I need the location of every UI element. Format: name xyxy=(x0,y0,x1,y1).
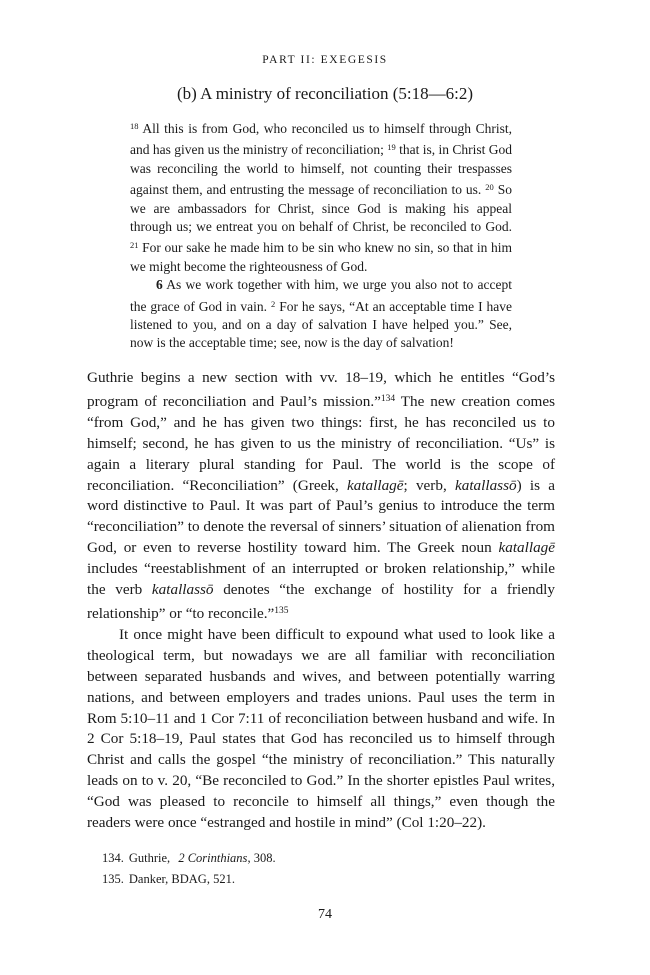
greek-term: katallagē xyxy=(498,539,555,557)
scripture-quote xyxy=(130,117,512,353)
greek-term: katallassō xyxy=(454,476,517,494)
body-paragraph-1 xyxy=(87,368,555,625)
text-run: includes “reestablishment of an interrupted or broken relationship,” while the verb xyxy=(87,560,555,599)
footnote-ref-135[interactable]: 135 xyxy=(274,605,289,616)
footnote-135 xyxy=(102,869,552,890)
scripture-paragraph-ch5 xyxy=(130,117,512,276)
text-run: The new creation comes “from God,” and he has given two things: first, he has reconciled us to himself; second, he has given to us the ministry of reconciliation. “Us” is again a literary plural standing for Paul. The world is the scope of reconciliation. “Reconciliation” (Greek, xyxy=(87,392,555,494)
footnote-text: Danker, BDAG, 521. xyxy=(128,872,235,886)
footnote-number: 135. xyxy=(102,872,124,886)
body-paragraph-2: It once might have been difficult to expound what used to look like a theological term, but nowadays we are all familiar with reconciliation between separated husbands and wives, and between potentially warring nations, and between employers and trades unions. Paul uses the term in Rom 5:10–11 and 1 Cor 7:11 of reconciliation between husband and wife. In 2 Cor 5:18–19, Paul states that God has reconciled us to himself through Christ and calls the gospel “the ministry of reconciliation.” This naturally leads on to v. 20, “Be reconciled to God.” In the shorter epistles Paul writes, “God was pleased to reconcile to himself all things,” even though the readers were once “estranged and hostile in mind” (Col 1:20–22). xyxy=(87,625,555,832)
text-run: Guthrie begins a new section with vv. 18–19, which he entitles “God’s program of reconciliation and Paul’s mission.” xyxy=(87,369,555,410)
text-run: ; verb, xyxy=(403,476,455,494)
verse-text: For he says, “At an acceptable time I have listened to you, and on a day of salvation I have helped you.” See, now is the acceptable time; see, now is the day of salvation! xyxy=(130,298,513,351)
verse-text: So we are ambassadors for Christ, since God is making his appeal through us; we entreat you on behalf of Christ, be reconciled to God. xyxy=(130,182,513,235)
verse-text: All this is from God, who reconciled us to himself through Christ, and has given us the ministry of reconciliation; xyxy=(130,121,512,158)
verse-number: 21 xyxy=(130,240,139,251)
greek-term: katallagē xyxy=(347,476,404,494)
verse-text: As we work together with him, we urge you also not to accept the grace of God in vain. xyxy=(130,277,512,314)
footnotes xyxy=(102,848,552,890)
verse-text: that is, in Christ God was reconciling the world to himself, not counting their trespasses against them, and entrusting the message of reconciliation to us. xyxy=(130,142,513,198)
footnote-ref-134[interactable]: 134 xyxy=(380,393,396,404)
verse-number: 20 xyxy=(485,182,494,193)
section-title: (b) A ministry of reconciliation (5:18—6:2) xyxy=(176,84,474,103)
text-run: ) is a word distinctive to Paul. It was part of Paul’s genius to introduce the term “reconciliation” to denote the reversal of sinners’ situation of alienation from God, or even to reverse hostility toward him. The Greek noun xyxy=(87,476,555,557)
footnote-134 xyxy=(102,848,552,869)
verse-number: 18 xyxy=(130,121,139,131)
verse-number: 19 xyxy=(387,142,396,153)
scripture-paragraph-ch6 xyxy=(130,276,512,353)
page-number: 74 xyxy=(318,907,332,922)
footnote-text: Guthrie, xyxy=(128,851,174,865)
body-text xyxy=(87,368,555,834)
verse-number: 2 xyxy=(271,298,276,309)
text-run: denotes “the exchange of hostility for a friendly relationship” or “to reconcile.” xyxy=(87,581,556,622)
running-head: PART II: EXEGESIS xyxy=(262,54,388,66)
footnote-title: 2 Corinthians xyxy=(178,851,248,865)
footnote-text: , 308. xyxy=(247,851,276,865)
footnote-number: 134. xyxy=(102,851,124,865)
greek-term: katallassō xyxy=(151,581,214,599)
verse-text: For our sake he made him to be sin who knew no sin, so that in him we might become the righteousness of God. xyxy=(130,240,513,274)
chapter-number: 6 xyxy=(156,277,163,293)
